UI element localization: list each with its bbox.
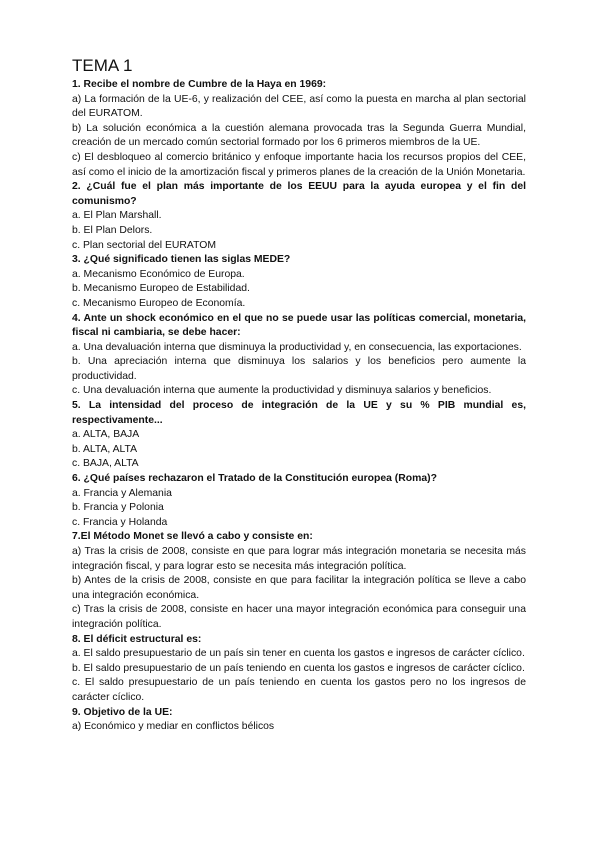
option-b: b) La solución económica a la cuestión alemana provocada tras la Segunda Guerra Mundial, creación de un mercado común sectorial formado por los 6 primeros miembros de la UE.	[72, 122, 526, 149]
option-a: a. El saldo presupuestario de un país sin tener en cuenta los gastos e ingresos de carácter cíclico.	[72, 648, 525, 660]
question-text: 8. El déficit estructural es:	[72, 633, 202, 645]
option-c: c. El saldo presupuestario de un país teniendo en cuenta los gastos pero no los ingresos de carácter cíclico.	[72, 677, 526, 703]
question-text: 2. ¿Cuál fue el plan más importante de los EEUU para la ayuda europea y el fin del comunismo?	[72, 181, 526, 207]
question-text: 7.El Método Monet se llevó a cabo y consiste en:	[72, 531, 313, 543]
question-9	[72, 706, 526, 735]
option-a: a. Mecanismo Económico de Europa.	[72, 268, 245, 280]
question-3	[72, 253, 526, 311]
question-7	[72, 530, 526, 632]
question-text: 1. Recibe el nombre de Cumbre de la Haya en 1969:	[72, 79, 327, 90]
question-8	[72, 633, 526, 706]
option-c: c. BAJA, ALTA	[72, 458, 139, 470]
option-a: a. Una devaluación interna que disminuya la productividad y, en consecuencia, las exportaciones.	[72, 341, 522, 353]
option-c: c) Tras la crisis de 2008, consiste en hacer una mayor integración económica para conseguir una integración política.	[72, 604, 526, 630]
option-c: c. Una devaluación interna que aumente la productividad y disminuya salarios y beneficios.	[72, 385, 492, 397]
option-a: a) Tras la crisis de 2008, consiste en que para lograr más integración monetaria se necesita más integración fiscal, y para lograr esto se necesita más integración política.	[72, 546, 526, 572]
option-b: b) Antes de la crisis de 2008, consiste en que para facilitar la integración política se lleve a cabo una integración económica.	[72, 575, 526, 601]
option-b: b. Francia y Polonia	[72, 502, 164, 514]
question-text: 9. Objetivo de la UE:	[72, 706, 173, 718]
option-c: c) El desbloqueo al comercio británico y enfoque importante hacia los recursos propios del CEE, así como el inicio de la amortización fiscal y primeros planes de la creación de la Unión Monetaria.	[72, 151, 526, 178]
question-text: 4. Ante un shock económico en el que no se puede usar las políticas comercial, monetaria, fiscal ni cambiaria, se debe hacer:	[72, 312, 526, 339]
option-c: c. Plan sectorial del EURATOM	[72, 239, 216, 251]
document-page	[72, 56, 526, 735]
question-2	[72, 180, 526, 253]
question-1	[72, 78, 526, 180]
option-b: b. Una apreciación interna que disminuya los salarios y los beneficios pero aumente la productividad.	[72, 356, 526, 382]
option-b: b. El Plan Delors.	[72, 224, 153, 236]
option-a: a. Francia y Alemania	[72, 487, 172, 499]
question-text: 3. ¿Qué significado tienen las siglas MEDE?	[72, 254, 291, 266]
option-b: b. El saldo presupuestario de un país teniendo en cuenta los gastos e ingresos de carácter cíclico.	[72, 662, 525, 674]
option-a: a. El Plan Marshall.	[72, 210, 162, 222]
option-b: b. Mecanismo Europeo de Estabilidad.	[72, 283, 250, 295]
option-c: c. Francia y Holanda	[72, 516, 168, 528]
question-5	[72, 399, 526, 472]
question-text: 6. ¿Qué países rechazaron el Tratado de la Constitución europea (Roma)?	[72, 473, 437, 485]
question-4	[72, 312, 526, 400]
question-6	[72, 472, 526, 530]
option-b: b. ALTA, ALTA	[72, 443, 138, 455]
option-a: a. ALTA, BAJA	[72, 429, 140, 441]
option-a: a) La formación de la UE-6, y realización del CEE, así como la puesta en marcha al plan sectorial del EURATOM.	[72, 93, 526, 120]
option-c: c. Mecanismo Europeo de Economía.	[72, 297, 246, 309]
question-text: 5. La intensidad del proceso de integración de la UE y su % PIB mundial es, respectivamente...	[72, 400, 526, 426]
option-a: a) Económico y mediar en conflictos bélicos	[72, 721, 275, 733]
page-title: TEMA 1	[72, 56, 133, 75]
